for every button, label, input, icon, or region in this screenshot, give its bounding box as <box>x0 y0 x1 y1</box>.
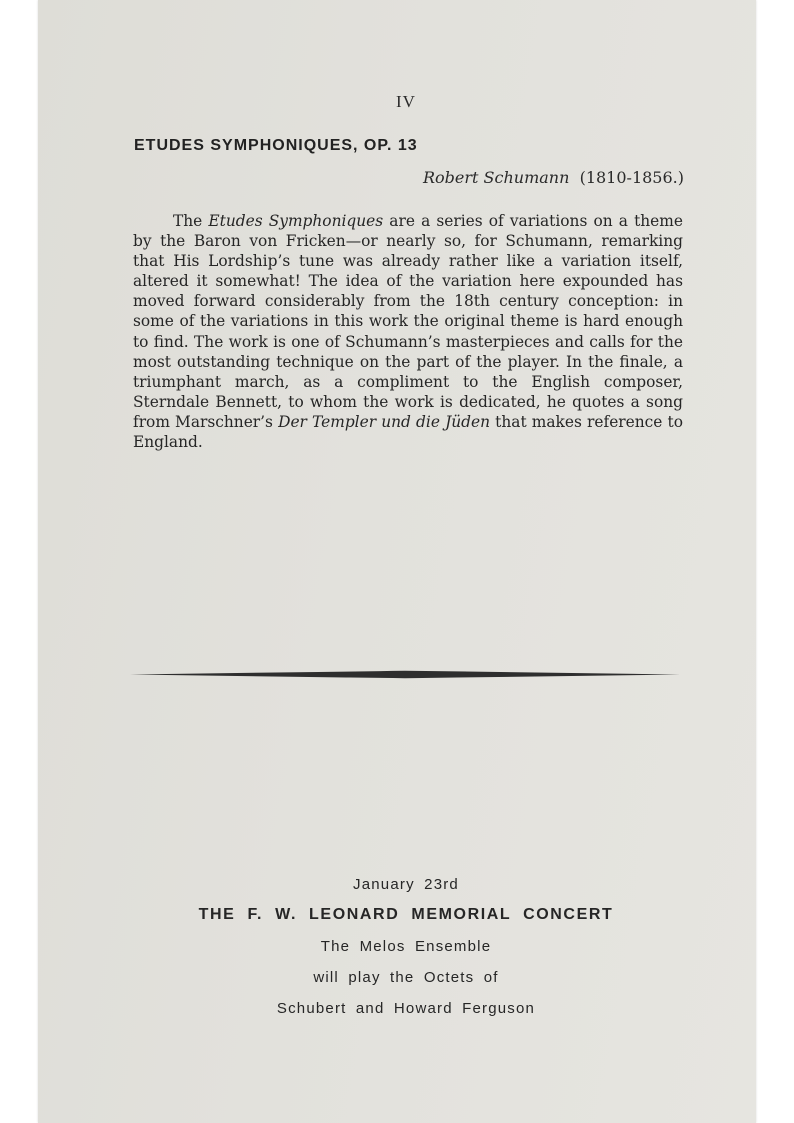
page-number: IV <box>396 92 416 111</box>
piece-title: ETUDES SYMPHONIQUES, OP. 13 <box>134 137 418 154</box>
concert-title: THE F. W. LEONARD MEMORIAL CONCERT <box>198 906 614 923</box>
composer-credit <box>423 168 684 187</box>
concert-date: January 23rd <box>353 876 459 893</box>
note-text-2: are a series of variations on a theme by the Baron von Fricken—or nearly so, for Schumann, remarking that His Lordship’s tune was already rather like a variation itself, altered it somewhat! The idea of the variation here expounded has moved forward considerably from the 18th century conception: in some of the variations in this work the original theme is hard enough to find. The work is one of Schumann’s masterpieces and calls for the most outstanding technique on the part of the player. In the finale, a triumphant march, as a compliment to the English composer, Sterndale Bennett, to whom the work is dedicated, he quotes a song from Marschner’s <box>133 212 683 431</box>
program-page <box>38 0 756 1123</box>
song-title: Der Templer und die Jüden <box>278 412 491 431</box>
concert-composers: Schubert and Howard Ferguson <box>276 1000 536 1017</box>
note-text-1: The <box>173 212 209 230</box>
work-title: Etudes Symphoniques <box>208 212 384 230</box>
concert-program-line: will play the Octets of <box>313 969 499 986</box>
note-text-3: that makes reference to England. <box>133 412 683 452</box>
composer-dates: (1810-1856.) <box>579 168 684 187</box>
ensemble-name: The Melos Ensemble <box>320 938 492 955</box>
program-note <box>133 211 683 452</box>
composer-name: Robert Schumann <box>423 168 570 187</box>
ornamental-divider <box>130 670 680 679</box>
